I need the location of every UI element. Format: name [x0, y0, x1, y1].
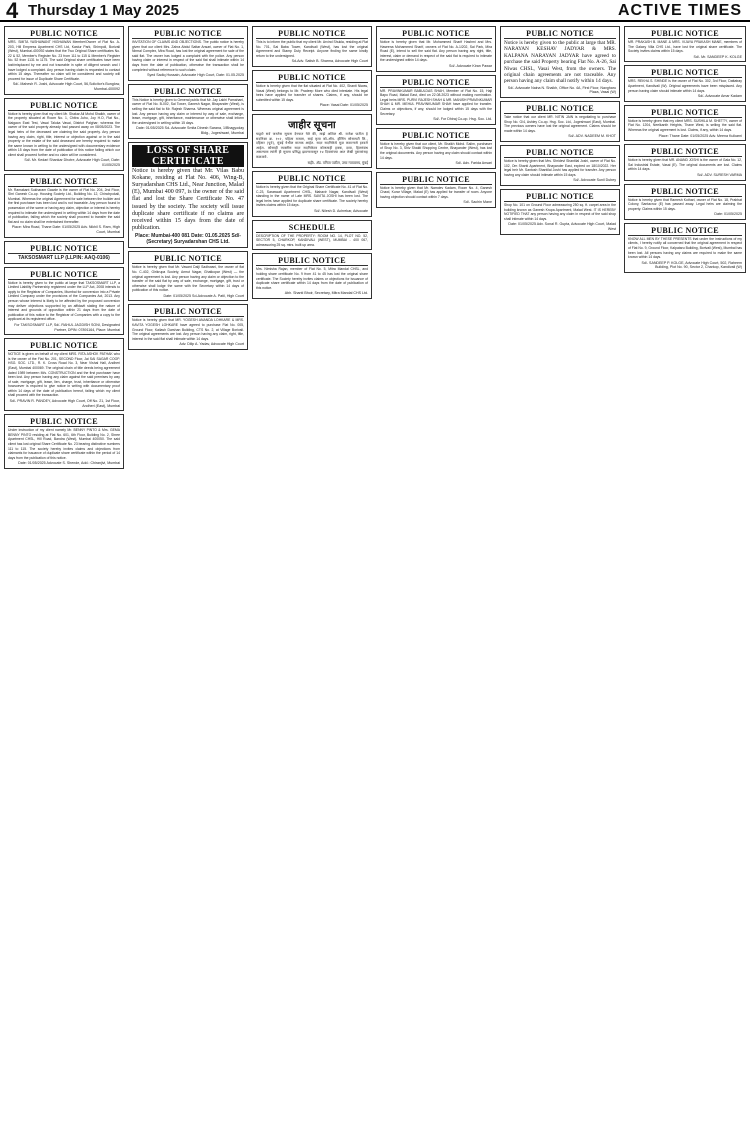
notice-title: PUBLIC NOTICE — [628, 29, 742, 39]
notice — [252, 70, 372, 111]
notice — [624, 184, 746, 220]
notice-body: Notice is hereby given that Ramesh Kothari, owner of Flat No. 18, Prabhat Colony, Santacruz (E) has passed away. Legal heirs are claiming the property. Claims within 15 days. — [628, 197, 742, 211]
notice-title: SCHEDULE — [256, 223, 368, 233]
notice-title: PUBLIC NOTICE — [504, 29, 616, 39]
notice-title: PUBLIC NOTICE — [132, 254, 244, 264]
notice-signature: Sd/- Mr. Kedari Shankar Dhotre, Advocate High Court, Date: 01/05/2025 — [24, 158, 120, 168]
notice-signature: Sd/- Advocate Kiran Pawar — [449, 63, 492, 68]
notice-body: Notice is hereby given that Mr. Mohammed Sharif Hashmi and Mrs. Haseena Mohammed Sharif, owners of Flat No. A-1/202, Sai Park, Mira Road (E), intend to sell the said flat. Any person having any right, title, interest, claim or demand in respect of the said flat is required to intimate the undersigned within 14 days. — [380, 40, 492, 63]
column-1 — [4, 26, 124, 1144]
notice — [500, 101, 620, 142]
notice-body: MRS. REKHA S. SHINDE is the owner of Flat No. 302, 3rd Floor, Dattatray Apartment, Kandivali (W). Original agreements have been misplaced. Any person having claim should intimate within 14 days. — [628, 79, 742, 93]
notice-title: PUBLIC NOTICE — [628, 187, 742, 197]
notice-title: PUBLIC NOTICE — [380, 175, 492, 185]
notice-title: PUBLIC NOTICE — [8, 101, 120, 111]
notice-signature: Date: 01/05/2025 — [714, 212, 742, 217]
notice-title: PUBLIC NOTICE — [8, 270, 120, 280]
notice-signature: Sd-Adv. Satish B. Sharma, Advocate High Court — [291, 59, 368, 64]
notice-body: याद्वारे सर्व जनतेस सूचना देण्यात येते की, माझे अशिल श्री. राजेश पाटील हे सदनिका क्र. १०२, पहिला मजला, साई कृपा को-ऑप. हौसिंग सोसायटी लि., दहिसर (पूर्व), मुंबई येथील मालक आहेत. सदर सदनिकेचे मूळ करारनामे हरवले आहेत. कोणाही व्यक्तीस सदर सदनिकेवर कोणताही हक्क, दावा, हितसंबंध असल्यास त्यांनी ही सूचना प्रसिद्ध झाल्यापासून १४ दिवसांच्या आत लेखी पुराव्यांसह कळवावे. — [256, 131, 368, 159]
notice-title: PUBLIC NOTICE — [8, 341, 120, 351]
notice — [128, 26, 248, 81]
notice — [624, 223, 746, 273]
notice — [624, 26, 746, 62]
notice-signature: Date: 01/05/2025 Sd-Advocate A. Patil, High Court — [163, 293, 244, 298]
notice-title: PUBLIC NOTICE — [628, 108, 742, 118]
notice — [128, 304, 248, 350]
notice-title: PUBLIC NOTICE — [256, 256, 368, 266]
notice — [252, 171, 372, 217]
notice-title: PUBLIC NOTICE — [132, 87, 244, 97]
notice-title: PUBLIC NOTICE — [132, 29, 244, 39]
notice-title: PUBLIC NOTICE — [8, 417, 120, 427]
notice-body: Notice is hereby given that the flat situated at Flat No. 402, Shanti Niwas, Vasai (West) belongs to Mr. Pradeep More who died intestate. His legal heirs have applied for transfer of shares. Claims, if any, should be submitted within 15 days. — [256, 83, 368, 102]
notice-body: Notice is hereby given that my client Mr. Shakar Ali Mohd Shaikh, owner of the property situated at Room No. 1, Chitra Juhu, Joy H.O, Flat No., Naigaon East Test, Vasai Taluka Vasai, District Palghar; whereas the owner of the said property already had passed away on 08/05/2023. The legal heirs of the deceased are claiming the said property. Any person having any claim, right, title, interest or objection against or in the said property or the estate of the said deceased are hereby required to make the same known in writing to the undersigned with documentary evidence within 15 days from the date of publication of this notice failing which our client shall proceed further and no claim will be considered. — [8, 111, 120, 157]
notice-body: Notice is hereby given that the Original Share Certificate No. 41 of Flat No. C-23, Saraswati Apartment CHSL, Mahavir Nagar, Kandivali (West) standing in the name of Late MRS. SAVITA JOSHI has been lost. The legal heirs have applied for duplicate share certificate. The society hereby invites claims within 15 days. — [256, 185, 368, 208]
notice-body: Notice is hereby given that MR. YOGESH ANANDA LOHKARE & MRS. KAVITA YOGESH LOHKARE have agreed to purchase Flat No. 005, Ground Floor, Kailash Darshan Building, CTS No. 2, at Village Borivali. The original agreements are lost. Any person having any claim, right, title, interest in the said flat shall intimate within 14 days. — [132, 318, 244, 341]
notice-body: This is to inform the public that my client Mr. Arvind Shukla, residing at Flat No. 701, Sai Baba Tower, Kandivali (West), has lost the original Agreement and Stamp Duty Receipt. Anyone finding the same kindly return to the undersigned. — [256, 40, 368, 58]
notice-signature: Sd/- Sachin Mane — [463, 200, 492, 205]
notice-signature: Sd/- Advocate Naina N. Shaikh, Office No. 4A, First Floor, Navgharu Plaza, Vasai (W) — [507, 85, 616, 95]
notice-body: Notice is hereby given to the public at large that TAKSOSMART LLP, a Limited Liability Partnership registered under the LLP Act, 2008 intends to apply to the Registrar of Companies, Mumbai for conversion into a Private Limited Company under the provisions of the Companies Act, 2013. Any person whose interest is likely to be affected by the proposed conversion may deliver objections supported by an affidavit stating the nature of interest and grounds of opposition within 21 days from the date of publication of this notice to the Registrar of Companies with a copy to the applicant at its registered office. — [8, 280, 120, 322]
notice-signature: Place: Vasai Date: 01/05/2025 — [319, 103, 368, 108]
notice-body: Notice is hereby given that Mr. Namdev Kadam, Room No. 4, Ganesh Chawl, Kurar Village, Malad (E) has applied for transfer of room. Anyone having objection should contact within 7 days. — [380, 185, 492, 199]
notice-title: PUBLIC NOTICE — [8, 29, 120, 39]
notice-signature: For TAKSOSMART LLP, Sd/- RAHUL JAGDISH SONI, Designated Partner, DPIN: 07891164, Place: Mumbai — [14, 322, 120, 332]
column-5 — [500, 26, 620, 1144]
page-number: 4 — [6, 0, 19, 23]
notice-signature: Sd/- Adv. Farida Ansari — [455, 161, 492, 166]
notice-title: PUBLIC NOTICE — [504, 192, 616, 202]
page-header — [0, 0, 750, 22]
column-2 — [128, 26, 248, 1144]
notice-signature: Abh. Shanti Bhoir, Secretary, Mitra Mandal CHS Ltd. — [284, 291, 368, 296]
column-6 — [624, 26, 746, 1144]
notice — [128, 84, 248, 139]
notice-signature: सही/- ॲड. वनिता पाटील, उच्च न्यायालय, मुंबई — [307, 160, 368, 165]
notice-signature: Sd/- Nilesh D. Achrekar, Advocate — [314, 209, 368, 214]
notice — [376, 75, 496, 125]
notice-title: PUBLIC NOTICE — [380, 29, 492, 39]
notice — [252, 26, 372, 67]
notice-body: TAKSOSMART LLP (LLPIN: AAQ-0106) — [18, 254, 110, 261]
notice-signature: Sd/- For Dhiraj Co-op. Hsg. Soc. Ltd. — [433, 117, 492, 122]
notice-body: Shop No. 101 on Ground Floor admeasuring 250 sq. ft. carpet area in the building known as Ganesh Krupa Apartment, Malad West. IT IS HEREBY NOTIFIED THAT any person having any claim in respect of the said shop shall intimate within 14 days. — [504, 202, 616, 221]
notice-body: NOTICE is given on behalf of my client MRS. RITA ASHOK PATHAK who is the owner of the Flat No. 201, SECOND Floor, Jai SAI SAGAR COOP. HSG. SOC. LTD., R. K. Cross Road No. 3, Near Vishal Hall, Andheri (East), Mumbai 400069. The original chain of title deeds being agreement dated 1989 between M/s. CONSTRUCTION and the first purchaser have been lost. Any person having any claim against the said premises by way of sale, mortgage, gift, lease, lien, charge, trust, inheritance or otherwise howsoever is required to give notice in writing with documentary proof within 14 days of the date of publication hereof, failing which my client shall proceed with the transaction. — [8, 352, 120, 398]
column-4 — [376, 26, 496, 1144]
notice — [4, 338, 124, 411]
notice-body: Notice is hereby given that Mrs. Shridevi Shantilal Joshi, owner of Flat No. 102, Om Shanti Apartment, Bhayander East, expired on 18/10/2022. Her legal heir Mr. Santosh Shantilal Joshi has applied for transfer. Any person having any claim should intimate within 15 days. — [504, 159, 616, 177]
notice-title: PUBLIC NOTICE — [504, 148, 616, 158]
column-3 — [252, 26, 372, 1144]
notice — [4, 414, 124, 469]
notice-signature: Sd/- Advocate Amar Kadam — [697, 94, 742, 99]
notice-title: PUBLIC NOTICE — [628, 68, 742, 78]
notice — [500, 189, 620, 235]
notice-title: जाहीर सूचना — [288, 119, 336, 131]
notice — [4, 174, 124, 238]
notice-body: INVITATION OF CLAIMS AND OBJECTIONS. The public notice is hereby given that our client Mrs. Zahra Abdul Sattar Ansari, owner of Flat No. 1, Nirmal Complex, Mira Road, has lost the original agreement for sale of the said flat. The owner has lodged a complaint with the police. Any person having claim or interest in respect of the said flat shall intimate within 14 days from the date of publication, otherwise the transaction shall be completed without reference to such claim. — [132, 40, 244, 72]
notice — [376, 128, 496, 169]
notice-body: Take notice that our client MR. NITIN JAIN is negotiating to purchase Shop No. G/4, Ashley Co-op. Hsg. Soc. Ltd., Jogeshwari (East), Mumbai. The previous owners have lost the original agreement. Claims should be made within 14 days. — [504, 115, 616, 133]
notice-body: Notice is hereby given that Mr. Vasant Dalji Sadhwani, the owner of flat No. C-402, Girikrupa Society, Amrut Nagar, Ghatkopar (West) — the original agreement is lost. Any person having any claim or objection to the transfer of the said flat by way of sale, exchange, mortgage, gift, trust or otherwise shall lodge the same with the Secretary within 14 days of publication of this notice. — [132, 265, 244, 293]
notices-area — [4, 26, 746, 1144]
notice-title: PUBLIC NOTICE — [8, 244, 120, 254]
notice — [376, 26, 496, 72]
notice-signature: Place: Thane Date: 01/05/2025 Adv. Meena Kulkarni — [658, 133, 742, 138]
notice-body: Notice is hereby given that my client MRS. SUSHILA M. SHETTY, owner of Flat No. 1204, Neelkanth Heights, Thane West, is selling the said flat. Whereas the original agreement is lost. Claims, if any, within 14 days. — [628, 118, 742, 132]
publication-name: ACTIVE TIMES — [617, 2, 742, 19]
notice-title: LOSS OF SHARE CERTIFICATE — [132, 145, 244, 167]
notice-body: KNOW ALL MEN BY THESE PRESENTS that under the instructions of my clients, I hereby notify all concerned that the original agreement in respect of Flat No. 9, Ground Floor, Kalpataru Building, Borivali (West), Mumbai has been lost. All persons having any claims are required to make the same known within 14 days. — [628, 236, 742, 260]
notice-signature: Sd/- ADV. NADEEM M. KHOT — [568, 134, 616, 139]
notice — [624, 144, 746, 180]
notice — [4, 241, 124, 264]
notice — [500, 26, 620, 98]
notice-title: PUBLIC NOTICE — [8, 177, 120, 187]
notice — [252, 253, 372, 299]
notice-body: Notice is hereby given that MR. ANAND JOSHI is the owner of Gala No. 12, Sai Industrial Estate, Vasai (E). The original documents are lost. Claims within 14 days. — [628, 158, 742, 172]
notice — [624, 65, 746, 101]
notice-title: PUBLIC NOTICE — [380, 131, 492, 141]
notice-signature: Place: Mira Road, Thane Date: 01/05/2025 Adv. Nikhil S. Ram, High Court, Mumbai — [11, 225, 120, 234]
notice-body: Notice is hereby given that our client, Mr. Shaikh Mohd. Salim, purchaser of Shop No. 3, Shiv Shakti Shopping Centre, Bhayander (West), has lost the original documents. Any person having any claim should contact within 14 days. — [380, 141, 492, 160]
notice-body: MR. PRAKASH B. MANE & MRS. VIJAYA PRAKASH MANE, members of The Galaxy Villa CHS Ltd., have lost the original share certificate. The Society invites claims within 15 days. — [628, 40, 742, 54]
notice-signature: Sd/- SANDEEP P. KOLGE, Advocate High Court, 502, Raheem Building, Plot No. 90, Sector 2, Charkop, Kandivali (W) — [641, 260, 742, 270]
notice-body: This Notice is hereby given to General public that Mr. Jay Lakhi Pamahani, owner of Flat No. B-002, Sai Tower, Ganesh Nagar, Bhayander (West), is selling the said flat to Mr. Rajesh Sharma. Whereas original agreement is lost. Any person having any claim or interest by way of sale, exchange, lease, mortgage, gift, inheritance, maintenance or otherwise shall inform the undersigned in writing within 15 days. — [132, 97, 244, 125]
notice-signature: Syed Sadiq Hussain, Advocate High Court, Date: 01.05.2025 — [147, 73, 244, 78]
notice — [624, 105, 746, 141]
notice-signature: Sd/- Mr. SANDEEP K. KOLGE — [693, 54, 742, 59]
notice-title: PUBLIC NOTICE — [256, 73, 368, 83]
notice-title: PUBLIC NOTICE — [256, 29, 368, 39]
notice-title: PUBLIC NOTICE — [628, 147, 742, 157]
notice-signature: Sd/- Advocate Sunil Dubey — [573, 178, 616, 183]
notice — [500, 145, 620, 186]
notice-title: PUBLIC NOTICE — [380, 78, 492, 88]
notice-body: Mr. Ramakant Sukharam Gawde is the owner of Flat No. 204, 2nd Floor, Shri Ganesh Co-op. Housing Society Ltd., Building No. 12, Chinchpokali, Mumbai. Whereas the original Agreement for sale between the builder and the first purchaser has been lost and is not traceable. Any person found in possession of the same or having any claim, objection or interest is hereby required to intimate the undersigned in writing within 14 days from the date of publication, failing which the society shall proceed to transfer the said flat and no claim shall be entertained thereafter. — [8, 187, 120, 224]
notice-body: MR. PRAVINKUMAR BABULDAS SHAH, Member of Flat No. 15, Haji Bapu Road, Malad East, died on 22.08.2023 without making nomination. Legal heirs MRS. PURVI RAJESH SHAH & MR. MANISH PRAVINKUMAR SHAH & MR. MEHUL PRAVINKUMAR SHAH have applied for transfer. Claims or objections, if any, should be lodged within 15 days with the Secretary. — [380, 88, 492, 116]
notice-signature: Sd/- ADV. SURESH VARMA — [697, 172, 742, 177]
notice-body: Notice is hereby given to the public at large that MR. NARAYAN KESHAV JADYAR & MRS. KALPANA NARAYAN JADYAR have agreed to purchase the said Property bearing Flat No. A-26, Sai Niwas CHSL, Vasai West, from the owners. The original chain agreements are not traceable. Any person having any claim shall notify within 14 days. — [504, 40, 616, 85]
notice — [252, 220, 372, 251]
notice-body: Mrs. Nimisha Rajan, member of Flat No. 5, Mitra Mandal CHSL, and holding share certificate No. 9 from 41 to 45 has lost the original share certificate. The Society hereby invites claims or objections for issuance of duplicate share certificate within 14 days from the date of publication of this notice. — [256, 267, 368, 290]
notice — [376, 172, 496, 208]
notice — [4, 98, 124, 171]
notice-title: PUBLIC NOTICE — [256, 174, 368, 184]
notice — [128, 251, 248, 301]
notice-title: PUBLIC NOTICE — [132, 307, 244, 317]
notice-body: MRS. SMITA YASHAWANT HIGHAWAN Member/Owner of Flat No. A-203, Hill Empress Apartment CHS Ltd, Kastur Park, Shimpoli, Borivali (West), Mumbai-400092 states that the Two Original Share certificates No. 22 & 52, Member's Register No. 23 from 111 to 115 & Member's Register No. 52 from 1131 to 1175. The said Original share certificates have been lost/misplaced by me and not traceable in spite of diligent search and I have lodged a complaint. Any person having claim is requested to contact within 15 days. Thereafter no claim will be considered and society will proceed for issue of Duplicate Share Certificate. — [8, 40, 120, 81]
notice-signature: Date: 01/05/2025 Advocate S. Shende, Add.: Chiranjivi, Mumbai — [18, 461, 120, 466]
notice-title: PUBLIC NOTICE — [628, 226, 742, 236]
publication-date: Thursday 1 May 2025 — [28, 2, 179, 19]
notice-body: Under instruction of my client namely Mr. BENNY PINTO & Mrs. GEMA BENNY PINTO residing at Flat No. 601, 6th Floor, Building No. 2, Shree Apartment CHSL, Hill Road, Bandra (West), Mumbai 400050. The said client has lost original Share Certificate No. 23 bearing distinctive numbers 111 to 115. The society hereby invites claims and objections from claimants for issuance of duplicate share certificate within the period of 14 days from the publication of this notice. — [8, 428, 120, 460]
notice-title: PUBLIC NOTICE — [504, 104, 616, 114]
notice-signature: Place: Mumbai-400 081 Date: 01.05.2025 Sd/- (Secretary) Suryadarshan CHS Ltd. — [135, 233, 241, 246]
notice-signature: Date: 01/05/2025 Sd- Advocate Smita Dinesh Sarana, 1/Bhagyoday Bldg., Jogeshwari, Mumbai — [136, 126, 244, 135]
notice — [4, 267, 124, 336]
notice — [252, 114, 372, 168]
notice-body: Notice is hereby given that Mr. Vilas Babu Kokane, residing at Flat No. 406, Wing-B, Suryadarshan CHS Ltd., Near Junction, Malad (E), Mumbai 400 097, is the owner of the said flat and lost the Share Certificate No. 47 issued by the society. The society will issue duplicate share certificate if no claims are received within 15 days from the date of publication. — [132, 167, 244, 232]
notice-signature: Date: 01/05/2025 Adv. Sonal R. Gupta, Advocate High Court, Malad West — [508, 222, 616, 231]
notice-signature: Sd/- PRAVIN R. PANDEY, Advocate High Court, Off No. 21, 1st Floor, Andheri (East), Mumbai — [9, 399, 120, 408]
notice-body: DESCRIPTION OF THE PROPERTY: ROOM NO. 14, PLOT NO. 52, SECTOR 5, CHARKOP, KANDIVALI (WEST), MUMBAI - 400 067, admeasuring 25 sq. mtrs. built up area. — [256, 233, 368, 247]
notice — [4, 26, 124, 95]
notice — [128, 142, 248, 249]
notice-signature: Adv. Dilip A. Yadav, Advocate High Court — [179, 342, 244, 347]
notice-signature: Sd/- Mahesh R. Joshi, Advocate High Court, 56,Solicitor's Bunglow, Mumbai-400092 — [12, 82, 120, 91]
